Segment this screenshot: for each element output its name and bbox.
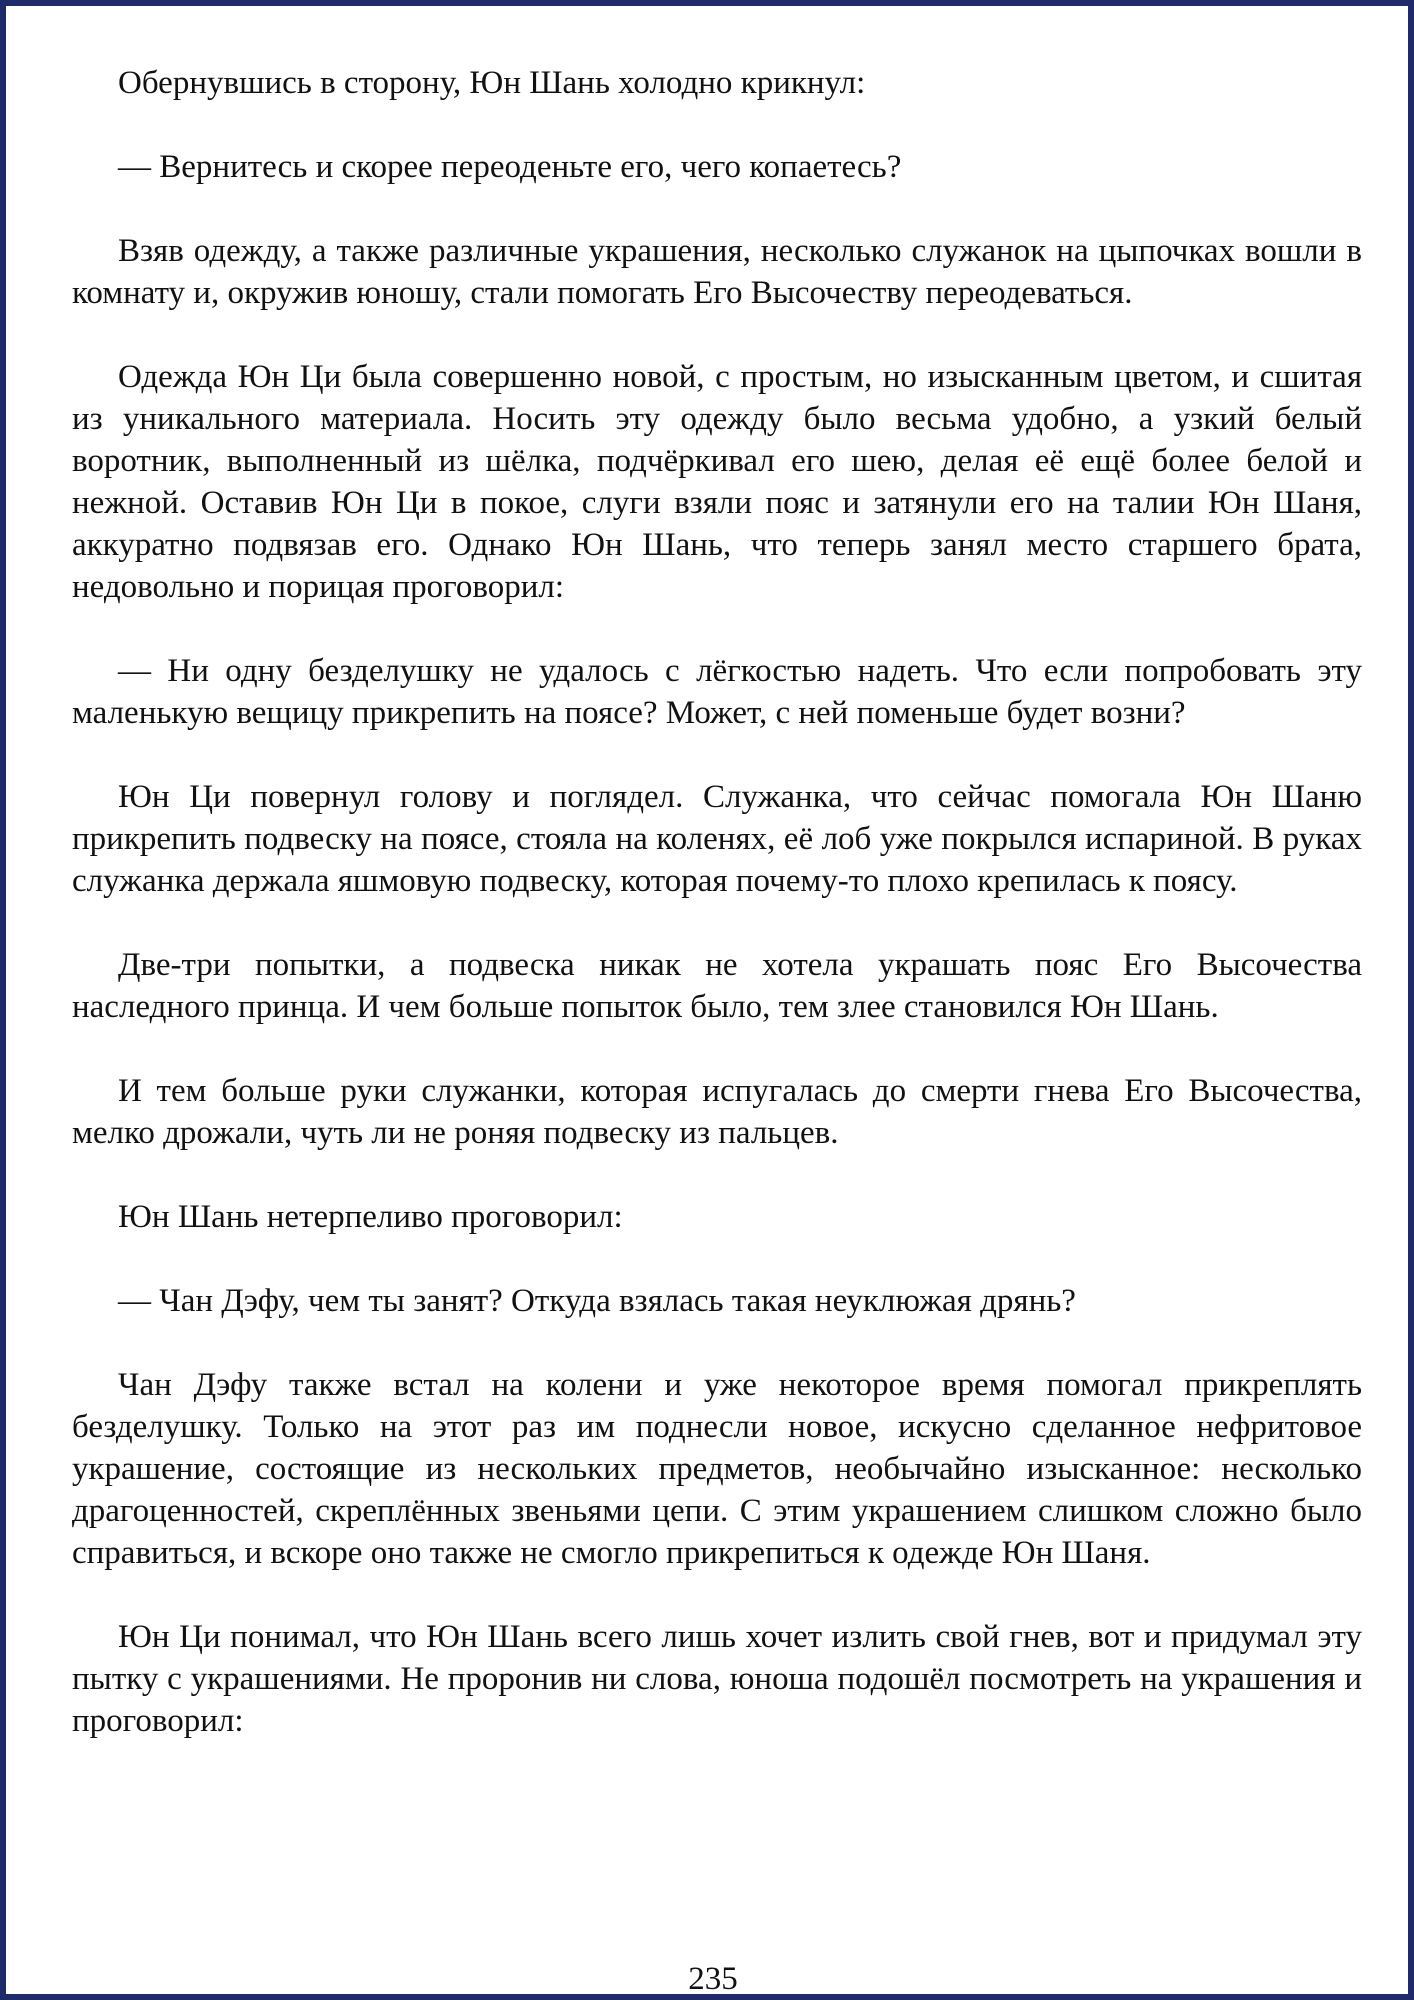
paragraph: — Ни одну безделушку не удалось с лёгкостью надеть. Что если попробовать эту маленькую вещицу прикрепить на поясе? Может, с ней поменьше будет возни? [72, 653, 1362, 731]
paragraph: Юн Ци понимал, что Юн Шань всего лишь хочет излить свой гнев, вот и придумал эту пытку с украшениями. Не проронив ни слова, юноша подошёл посмотреть на украшения и проговорил: [72, 1619, 1362, 1739]
paragraph: Одежда Юн Ци была совершенно новой, с простым, но изысканным цветом, и сшитая из уникального материала. Носить эту одежду было весьма удобно, а узкий белый воротник, выполненный из шёлка, подчёркивал его шею, делая её ещё более белой и нежной. Оставив Юн Ци в покое, слуги взяли пояс и затянули его на талии Юн Шаня, аккуратно подвязав его. Однако Юн Шань, что теперь занял место старшего брата, недовольно и порицая проговорил: [72, 359, 1362, 605]
paragraph: Обернувшись в сторону, Юн Шань холодно крикнул: [118, 65, 866, 101]
paragraph: Чан Дэфу также встал на колени и уже некоторое время помогал прикреплять безделушку. Только на этот раз им поднесли новое, искусно сделанное нефритовое украшение, состоящие из нескольких предметов, необычайно изысканное: несколько драгоценностей, скреплённых звеньями цепи. С этим украшением слишком сложно было справиться, и вскоре оно также не смогло прикрепиться к одежде Юн Шаня. [72, 1367, 1362, 1571]
paragraph: — Чан Дэфу, чем ты занят? Откуда взялась такая неуклюжая дрянь? [118, 1283, 1076, 1319]
page-number: 235 [688, 1961, 738, 1997]
page-body [72, 62, 1362, 1784]
paragraph: — Вернитесь и скорее переоденьте его, чего копаетесь? [118, 149, 902, 185]
paragraph: Юн Ци повернул голову и поглядел. Служанка, что сейчас помогала Юн Шаню прикрепить подвеску на поясе, стояла на коленях, её лоб уже покрылся испариной. В руках служанка держала яшмовую подвеску, которая почему-то плохо крепилась к поясу. [72, 779, 1362, 899]
paragraph: Две-три попытки, а подвеска никак не хотела украшать пояс Его Высочества наследного принца. И чем больше попыток было, тем злее становился Юн Шань. [72, 947, 1362, 1025]
paragraph: Юн Шань нетерпеливо проговорил: [118, 1199, 623, 1235]
paragraph: И тем больше руки служанки, которая испугалась до смерти гнева Его Высочества, мелко дрожали, чуть ли не роняя подвеску из пальцев. [72, 1073, 1362, 1151]
paragraph: Взяв одежду, а также различные украшения, несколько служанок на цыпочках вошли в комнату и, окружив юношу, стали помогать Его Высочеству переодеваться. [72, 233, 1362, 311]
